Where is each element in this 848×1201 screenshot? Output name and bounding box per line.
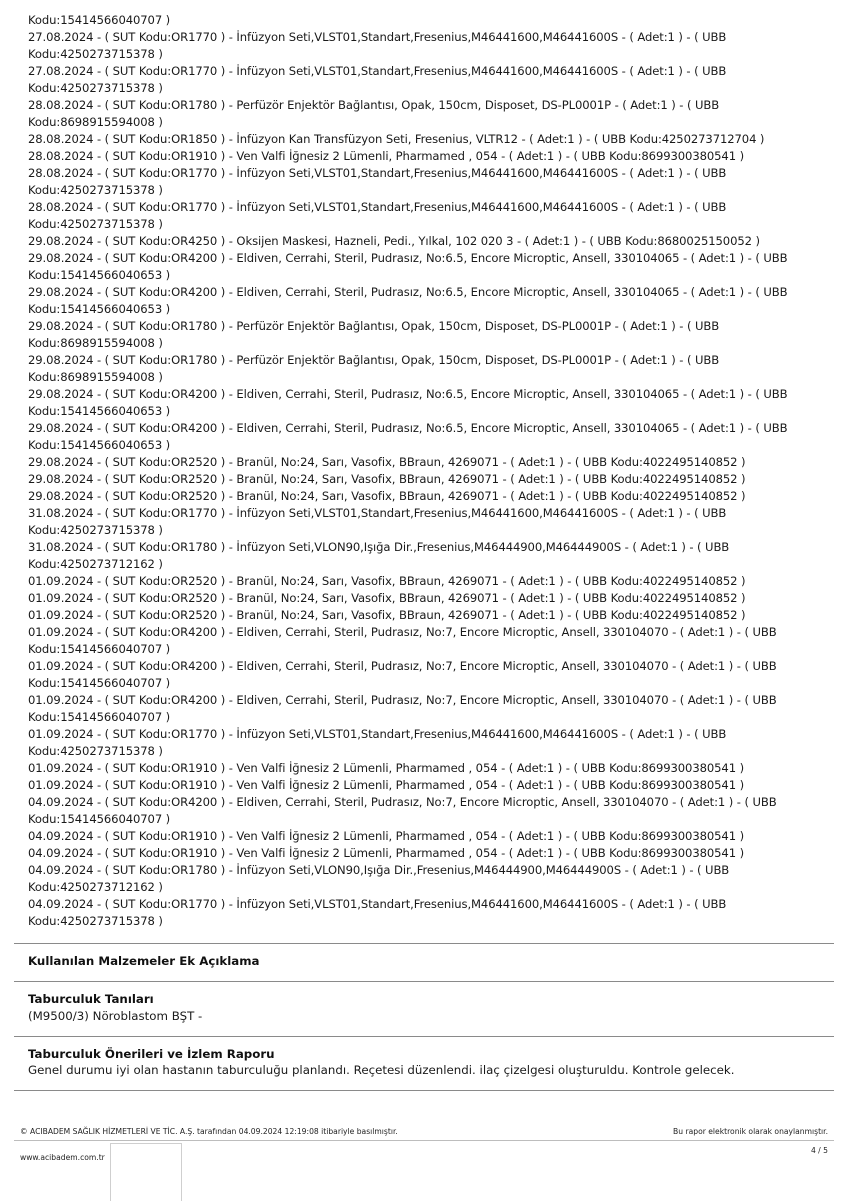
material-line: 04.09.2024 - ( SUT Kodu:OR1780 ) - İnfüzyon Seti,VLON90,Işığa Dir.,Fresenius,M46444900,M46444900S - ( Adet:1 ) - ( UBB xyxy=(28,863,730,877)
material-line: Kodu:15414566040653 ) xyxy=(28,302,171,316)
divider xyxy=(14,1090,834,1091)
material-line: 28.08.2024 - ( SUT Kodu:OR1770 ) - İnfüzyon Seti,VLST01,Standart,Fresenius,M46441600,M46441600S - ( Adet:1 ) - ( UBB xyxy=(28,166,727,180)
material-line: 01.09.2024 - ( SUT Kodu:OR1770 ) - İnfüzyon Seti,VLST01,Standart,Fresenius,M46441600,M46441600S - ( Adet:1 ) - ( UBB xyxy=(28,727,727,741)
material-line: 04.09.2024 - ( SUT Kodu:OR4200 ) - Eldiven, Cerrahi, Steril, Pudrasız, No:7, Encore Microptic, Ansell, 330104070 - ( Adet:1 ) - ( UBB xyxy=(28,795,777,809)
material-line: 31.08.2024 - ( SUT Kodu:OR1780 ) - İnfüzyon Seti,VLON90,Işığa Dir.,Fresenius,M46444900,M46444900S - ( Adet:1 ) - ( UBB xyxy=(28,540,730,554)
material-line: 27.08.2024 - ( SUT Kodu:OR1770 ) - İnfüzyon Seti,VLST01,Standart,Fresenius,M46441600,M46441600S - ( Adet:1 ) - ( UBB xyxy=(28,64,727,78)
material-line: 29.08.2024 - ( SUT Kodu:OR2520 ) - Branül, No:24, Sarı, Vasofix, BBraun, 4269071 - ( Adet:1 ) - ( UBB Kodu:4022495140852 ) xyxy=(28,455,746,469)
material-line: Kodu:15414566040707 ) xyxy=(28,642,171,656)
material-line: Kodu:15414566040707 ) xyxy=(28,13,171,27)
material-line: Kodu:4250273715378 ) xyxy=(28,183,163,197)
materials-list xyxy=(28,12,828,930)
material-line: Kodu:4250273712162 ) xyxy=(28,557,163,571)
material-line: 01.09.2024 - ( SUT Kodu:OR2520 ) - Branül, No:24, Sarı, Vasofix, BBraun, 4269071 - ( Adet:1 ) - ( UBB Kodu:4022495140852 ) xyxy=(28,574,746,588)
material-line: 28.08.2024 - ( SUT Kodu:OR1850 ) - İnfüzyon Kan Transfüzyon Seti, Fresenius, VLTR12 - ( Adet:1 ) - ( UBB Kodu:4250273712704 ) xyxy=(28,132,765,146)
material-line: 01.09.2024 - ( SUT Kodu:OR2520 ) - Branül, No:24, Sarı, Vasofix, BBraun, 4269071 - ( Adet:1 ) - ( UBB Kodu:4022495140852 ) xyxy=(28,591,746,605)
material-line: Kodu:8698915594008 ) xyxy=(28,115,163,129)
divider xyxy=(14,943,834,944)
footer-copyright: © ACIBADEM SAĞLIK HİZMETLERİ VE TİC. A.Ş. tarafından 04.09.2024 12:19:08 itibariyle basılmıştır. xyxy=(20,1127,398,1136)
material-line: 27.08.2024 - ( SUT Kodu:OR1770 ) - İnfüzyon Seti,VLST01,Standart,Fresenius,M46441600,M46441600S - ( Adet:1 ) - ( UBB xyxy=(28,30,727,44)
material-line: Kodu:15414566040653 ) xyxy=(28,438,171,452)
footer-electronic-approval: Bu rapor elektronik olarak onaylanmıştır. xyxy=(673,1127,828,1136)
discharge-recommendations-title: Taburculuk Önerileri ve İzlem Raporu xyxy=(28,1047,275,1061)
material-line: 01.09.2024 - ( SUT Kodu:OR1910 ) - Ven Valfi İğnesiz 2 Lümenli, Pharmamed , 054 - ( Adet:1 ) - ( UBB Kodu:8699300380541 ) xyxy=(28,778,744,792)
material-line: Kodu:4250273715378 ) xyxy=(28,81,163,95)
material-line: 01.09.2024 - ( SUT Kodu:OR4200 ) - Eldiven, Cerrahi, Steril, Pudrasız, No:7, Encore Microptic, Ansell, 330104070 - ( Adet:1 ) - ( UBB xyxy=(28,625,777,639)
material-line: 29.08.2024 - ( SUT Kodu:OR2520 ) - Branül, No:24, Sarı, Vasofix, BBraun, 4269071 - ( Adet:1 ) - ( UBB Kodu:4022495140852 ) xyxy=(28,472,746,486)
material-line: Kodu:8698915594008 ) xyxy=(28,370,163,384)
divider xyxy=(14,1036,834,1037)
discharge-recommendations-text: Genel durumu iyi olan hastanın taburculuğu planlandı. Reçetesi düzenlendi. ilaç çizelgesi oluşturuldu. Kontrole gelecek. xyxy=(28,1063,735,1077)
material-line: Kodu:15414566040707 ) xyxy=(28,676,171,690)
material-line: Kodu:4250273715378 ) xyxy=(28,217,163,231)
footer-divider xyxy=(14,1140,834,1141)
material-line: 28.08.2024 - ( SUT Kodu:OR1910 ) - Ven Valfi İğnesiz 2 Lümenli, Pharmamed , 054 - ( Adet:1 ) - ( UBB Kodu:8699300380541 ) xyxy=(28,149,744,163)
discharge-diagnosis-title: Taburculuk Tanıları xyxy=(28,992,154,1006)
material-line: 04.09.2024 - ( SUT Kodu:OR1910 ) - Ven Valfi İğnesiz 2 Lümenli, Pharmamed , 054 - ( Adet:1 ) - ( UBB Kodu:8699300380541 ) xyxy=(28,829,744,843)
material-line: 29.08.2024 - ( SUT Kodu:OR4200 ) - Eldiven, Cerrahi, Steril, Pudrasız, No:6.5, Encore Microptic, Ansell, 330104065 - ( Adet:1 ) - ( UBB xyxy=(28,387,788,401)
material-line: 28.08.2024 - ( SUT Kodu:OR1770 ) - İnfüzyon Seti,VLST01,Standart,Fresenius,M46441600,M46441600S - ( Adet:1 ) - ( UBB xyxy=(28,200,727,214)
material-line: 29.08.2024 - ( SUT Kodu:OR2520 ) - Branül, No:24, Sarı, Vasofix, BBraun, 4269071 - ( Adet:1 ) - ( UBB Kodu:4022495140852 ) xyxy=(28,489,746,503)
material-line: 29.08.2024 - ( SUT Kodu:OR1780 ) - Perfüzör Enjektör Bağlantısı, Opak, 150cm, Disposet, DS-PL0001P - ( Adet:1 ) - ( UBB xyxy=(28,353,720,367)
material-line: 28.08.2024 - ( SUT Kodu:OR1780 ) - Perfüzör Enjektör Bağlantısı, Opak, 150cm, Disposet, DS-PL0001P - ( Adet:1 ) - ( UBB xyxy=(28,98,720,112)
page-number: 4 / 5 xyxy=(810,1146,828,1155)
material-line: Kodu:15414566040707 ) xyxy=(28,710,171,724)
material-line: 04.09.2024 - ( SUT Kodu:OR1910 ) - Ven Valfi İğnesiz 2 Lümenli, Pharmamed , 054 - ( Adet:1 ) - ( UBB Kodu:8699300380541 ) xyxy=(28,846,744,860)
material-line: Kodu:15414566040653 ) xyxy=(28,404,171,418)
material-line: 29.08.2024 - ( SUT Kodu:OR1780 ) - Perfüzör Enjektör Bağlantısı, Opak, 150cm, Disposet, DS-PL0001P - ( Adet:1 ) - ( UBB xyxy=(28,319,720,333)
material-line: Kodu:4250273715378 ) xyxy=(28,47,163,61)
material-line: Kodu:4250273715378 ) xyxy=(28,914,163,928)
footer-website-link[interactable]: www.acibadem.com.tr xyxy=(20,1153,105,1162)
material-line: 01.09.2024 - ( SUT Kodu:OR4200 ) - Eldiven, Cerrahi, Steril, Pudrasız, No:7, Encore Microptic, Ansell, 330104070 - ( Adet:1 ) - ( UBB xyxy=(28,693,777,707)
discharge-diagnosis-text: (M9500/3) Nöroblastom BŞT - xyxy=(28,1009,203,1023)
material-line: 01.09.2024 - ( SUT Kodu:OR4200 ) - Eldiven, Cerrahi, Steril, Pudrasız, No:7, Encore Microptic, Ansell, 330104070 - ( Adet:1 ) - ( UBB xyxy=(28,659,777,673)
material-line: 29.08.2024 - ( SUT Kodu:OR4200 ) - Eldiven, Cerrahi, Steril, Pudrasız, No:6.5, Encore Microptic, Ansell, 330104065 - ( Adet:1 ) - ( UBB xyxy=(28,421,788,435)
material-line: 29.08.2024 - ( SUT Kodu:OR4250 ) - Oksijen Maskesi, Hazneli, Pedi., Yılkal, 102 020 3 - ( Adet:1 ) - ( UBB Kodu:8680025150052 ) xyxy=(28,234,760,248)
material-line: Kodu:4250273712162 ) xyxy=(28,880,163,894)
material-line: 01.09.2024 - ( SUT Kodu:OR1910 ) - Ven Valfi İğnesiz 2 Lümenli, Pharmamed , 054 - ( Adet:1 ) - ( UBB Kodu:8699300380541 ) xyxy=(28,761,744,775)
material-line: Kodu:4250273715378 ) xyxy=(28,523,163,537)
material-line: Kodu:15414566040707 ) xyxy=(28,812,171,826)
material-line: 31.08.2024 - ( SUT Kodu:OR1770 ) - İnfüzyon Seti,VLST01,Standart,Fresenius,M46441600,M46441600S - ( Adet:1 ) - ( UBB xyxy=(28,506,727,520)
footer-stamp-box xyxy=(110,1143,182,1201)
material-line: 01.09.2024 - ( SUT Kodu:OR2520 ) - Branül, No:24, Sarı, Vasofix, BBraun, 4269071 - ( Adet:1 ) - ( UBB Kodu:4022495140852 ) xyxy=(28,608,746,622)
divider xyxy=(14,981,834,982)
material-line: 29.08.2024 - ( SUT Kodu:OR4200 ) - Eldiven, Cerrahi, Steril, Pudrasız, No:6.5, Encore Microptic, Ansell, 330104065 - ( Adet:1 ) - ( UBB xyxy=(28,285,788,299)
material-line: Kodu:15414566040653 ) xyxy=(28,268,171,282)
material-line: 04.09.2024 - ( SUT Kodu:OR1770 ) - İnfüzyon Seti,VLST01,Standart,Fresenius,M46441600,M46441600S - ( Adet:1 ) - ( UBB xyxy=(28,897,727,911)
material-line: Kodu:8698915594008 ) xyxy=(28,336,163,350)
materials-note-title: Kullanılan Malzemeler Ek Açıklama xyxy=(28,954,260,968)
material-line: Kodu:4250273715378 ) xyxy=(28,744,163,758)
material-line: 29.08.2024 - ( SUT Kodu:OR4200 ) - Eldiven, Cerrahi, Steril, Pudrasız, No:6.5, Encore Microptic, Ansell, 330104065 - ( Adet:1 ) - ( UBB xyxy=(28,251,788,265)
